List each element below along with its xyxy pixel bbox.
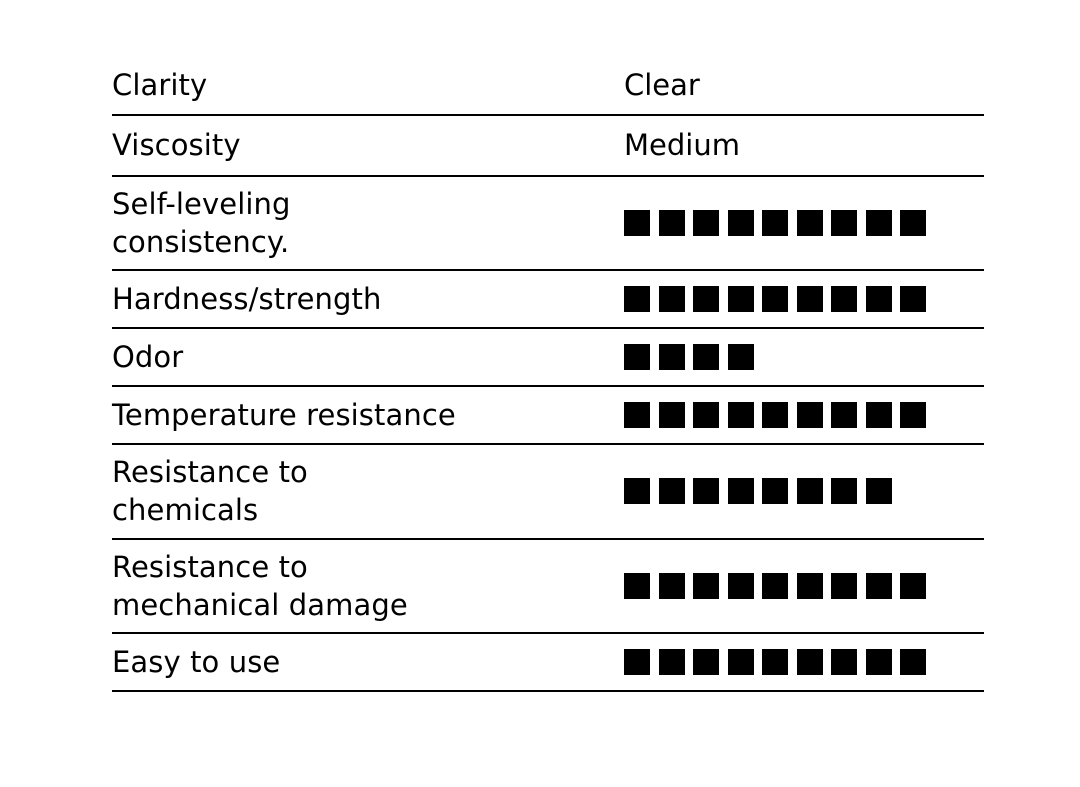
rating-block xyxy=(866,286,892,312)
row-rating-easy-to-use xyxy=(624,633,984,691)
rating-block xyxy=(900,210,926,236)
row-value-viscosity: Medium xyxy=(624,128,740,163)
rating-block xyxy=(762,478,788,504)
rating-block xyxy=(797,286,823,312)
rating-block xyxy=(693,402,719,428)
table-row xyxy=(112,328,984,386)
row-label-resistance-to-mechanical-damage xyxy=(112,539,624,634)
row-label-hardness-strength: Hardness/strength xyxy=(112,281,382,316)
rating-block xyxy=(693,286,719,312)
rating-block xyxy=(659,573,685,599)
table-row xyxy=(112,56,984,115)
rating-block xyxy=(659,286,685,312)
label-line-2: chemicals xyxy=(112,493,259,528)
rating-block xyxy=(693,478,719,504)
label-line-1: Resistance to xyxy=(112,549,308,584)
row-rating-hardness-strength xyxy=(624,270,984,328)
rating-block xyxy=(693,649,719,675)
row-label-self-leveling-consistency xyxy=(112,176,624,271)
table-row xyxy=(112,386,984,444)
rating-block xyxy=(831,402,857,428)
rating-block xyxy=(762,286,788,312)
rating-block xyxy=(624,649,650,675)
rating-block xyxy=(624,573,650,599)
rating-block xyxy=(624,478,650,504)
row-rating-temperature-resistance xyxy=(624,386,984,444)
rating-block xyxy=(900,402,926,428)
label-line-1: Self-leveling xyxy=(112,186,291,221)
rating-block xyxy=(624,286,650,312)
rating-block xyxy=(797,210,823,236)
table-row xyxy=(112,444,984,539)
rating-blocks xyxy=(624,195,984,251)
rating-block xyxy=(762,402,788,428)
rating-block xyxy=(693,344,719,370)
table-row xyxy=(112,633,984,691)
rating-block xyxy=(831,210,857,236)
rating-blocks xyxy=(624,463,984,519)
row-rating-odor xyxy=(624,328,984,386)
rating-block xyxy=(624,402,650,428)
rating-block xyxy=(728,210,754,236)
label-line-2: consistency. xyxy=(112,224,290,259)
rating-block xyxy=(797,478,823,504)
row-label-clarity: Clarity xyxy=(112,68,208,102)
table-row xyxy=(112,176,984,271)
rating-block xyxy=(762,649,788,675)
rating-block xyxy=(866,210,892,236)
rating-block xyxy=(728,402,754,428)
rating-block xyxy=(659,210,685,236)
row-label-resistance-to-chemicals xyxy=(112,444,624,539)
label-line-2: mechanical damage xyxy=(112,587,408,622)
rating-block xyxy=(659,649,685,675)
rating-block xyxy=(900,649,926,675)
row-rating-resistance-to-mechanical-damage xyxy=(624,539,984,634)
rating-block xyxy=(900,286,926,312)
rating-block xyxy=(693,210,719,236)
rating-block xyxy=(728,649,754,675)
rating-block xyxy=(728,286,754,312)
rating-blocks xyxy=(624,634,984,690)
rating-block xyxy=(762,210,788,236)
rating-blocks xyxy=(624,271,984,327)
rating-block xyxy=(659,402,685,428)
rating-block xyxy=(659,344,685,370)
row-rating-resistance-to-chemicals xyxy=(624,444,984,539)
rating-block xyxy=(693,573,719,599)
rating-blocks xyxy=(624,558,984,614)
rating-blocks xyxy=(624,329,984,385)
row-label-temperature-resistance: Temperature resistance xyxy=(112,397,456,432)
rating-blocks xyxy=(624,387,984,443)
rating-block xyxy=(728,573,754,599)
table-row xyxy=(112,539,984,634)
row-label-easy-to-use: Easy to use xyxy=(112,644,281,679)
table-body xyxy=(112,56,984,691)
row-label-odor: Odor xyxy=(112,339,184,374)
rating-block xyxy=(728,344,754,370)
row-label-viscosity: Viscosity xyxy=(112,128,241,163)
table-row xyxy=(112,115,984,175)
label-line-1: Resistance to xyxy=(112,455,308,490)
rating-block xyxy=(831,573,857,599)
rating-block xyxy=(866,478,892,504)
row-value-clarity: Clear xyxy=(624,68,700,102)
rating-block xyxy=(659,478,685,504)
table-row xyxy=(112,270,984,328)
rating-block xyxy=(831,478,857,504)
rating-block xyxy=(797,573,823,599)
rating-block xyxy=(866,573,892,599)
rating-block xyxy=(624,344,650,370)
rating-block xyxy=(831,286,857,312)
rating-block xyxy=(797,649,823,675)
rating-block xyxy=(900,573,926,599)
rating-block xyxy=(831,649,857,675)
rating-block xyxy=(624,210,650,236)
rating-block xyxy=(728,478,754,504)
row-rating-self-leveling-consistency xyxy=(624,176,984,271)
rating-block xyxy=(866,402,892,428)
rating-block xyxy=(797,402,823,428)
rating-block xyxy=(866,649,892,675)
rating-block xyxy=(762,573,788,599)
specification-table xyxy=(112,56,984,692)
